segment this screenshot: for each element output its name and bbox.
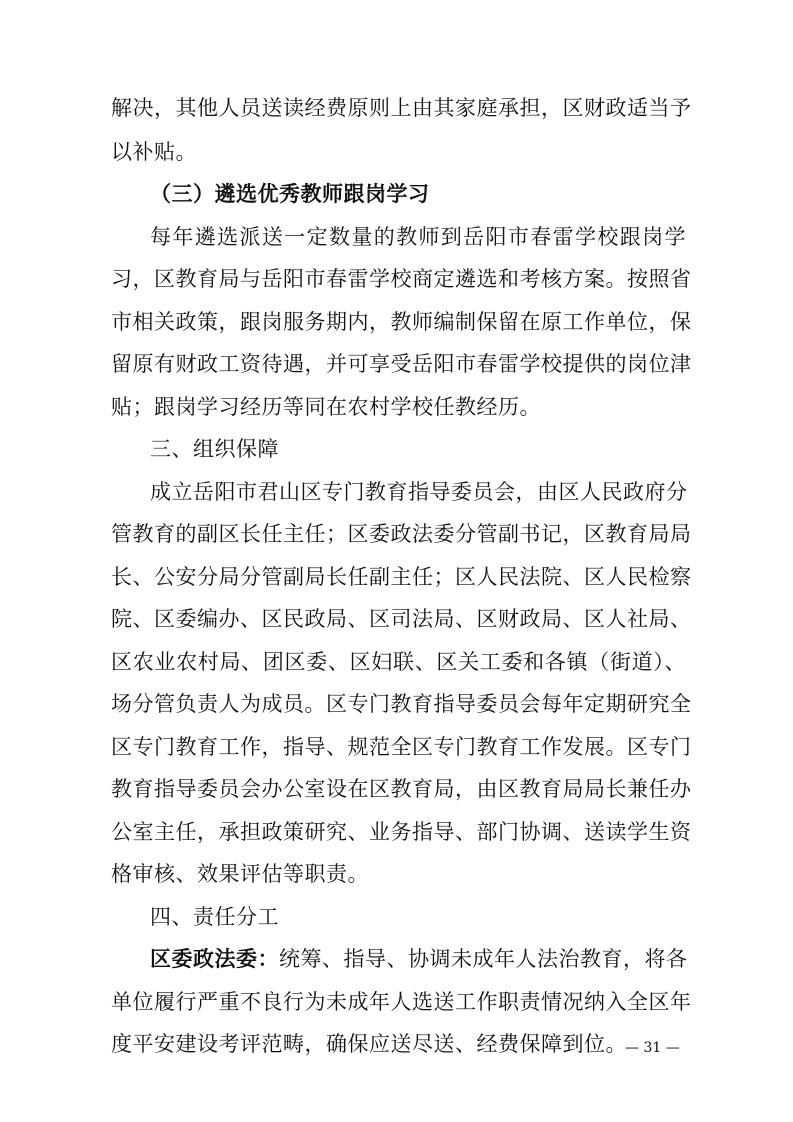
paragraph-line: 以补贴。 xyxy=(111,140,197,164)
section-heading: 四、责任分工 xyxy=(150,905,279,929)
paragraph-line: 格审核、效果评估等职责。 xyxy=(111,862,369,886)
section-heading: 三、组织保障 xyxy=(150,437,279,461)
paragraph-line: 每年遴选派送一定数量的教师到岳阳市春雷学校跟岗学 xyxy=(150,225,686,249)
paragraph-line: 区专门教育工作，指导、规范全区专门教育工作发展。区专门 xyxy=(111,735,692,759)
paragraph-lead-term: 区委政法委： xyxy=(150,947,279,971)
paragraph-line: 习，区教育局与岳阳市春雷学校商定遴选和考核方案。按照省 xyxy=(111,267,692,291)
paragraph-line: 贴；跟岗学习经历等同在农村学校任教经历。 xyxy=(111,395,541,419)
paragraph-line: 成立岳阳市君山区专门教育指导委员会，由区人民政府分 xyxy=(150,480,688,504)
paragraph-text: 统筹、指导、协调未成年人法治教育，将各 xyxy=(279,947,688,971)
paragraph-line: 度平安建设考评范畴，确保应送尽送、经费保障到位。 xyxy=(111,1032,627,1056)
paragraph-line: 留原有财政工资待遇，并可享受岳阳市春雷学校提供的岗位津 xyxy=(111,352,692,376)
paragraph-line: 院、区委编办、区民政局、区司法局、区财政局、区人社局、 xyxy=(111,607,692,631)
paragraph-line: 市相关政策，跟岗服务期内，教师编制保留在原工作单位，保 xyxy=(111,310,692,334)
paragraph-line: 区农业农村局、团区委、区妇联、区关工委和各镇（街道）、 xyxy=(111,650,686,674)
subsection-heading: （三）遴选优秀教师跟岗学习 xyxy=(150,182,430,206)
paragraph-line xyxy=(150,944,686,974)
paragraph-line: 教育指导委员会办公室设在区教育局，由区教育局局长兼任办 xyxy=(111,777,692,801)
paragraph-line: 解决，其他人员送读经费原则上由其家庭承担，区财政适当予 xyxy=(111,96,692,120)
page-number: — 31 — xyxy=(625,1040,680,1056)
paragraph-line: 单位履行严重不良行为未成年人选送工作职责情况纳入全区年 xyxy=(111,990,692,1014)
paragraph-line: 长、公安分局分管副局长任副主任；区人民法院、区人民检察 xyxy=(111,565,692,589)
paragraph-line: 场分管负责人为成员。区专门教育指导委员会每年定期研究全 xyxy=(111,692,692,716)
paragraph-line: 管教育的副区长任主任；区委政法委分管副书记，区教育局局 xyxy=(111,522,692,546)
paragraph-line: 公室主任，承担政策研究、业务指导、部门协调、送读学生资 xyxy=(111,820,692,844)
